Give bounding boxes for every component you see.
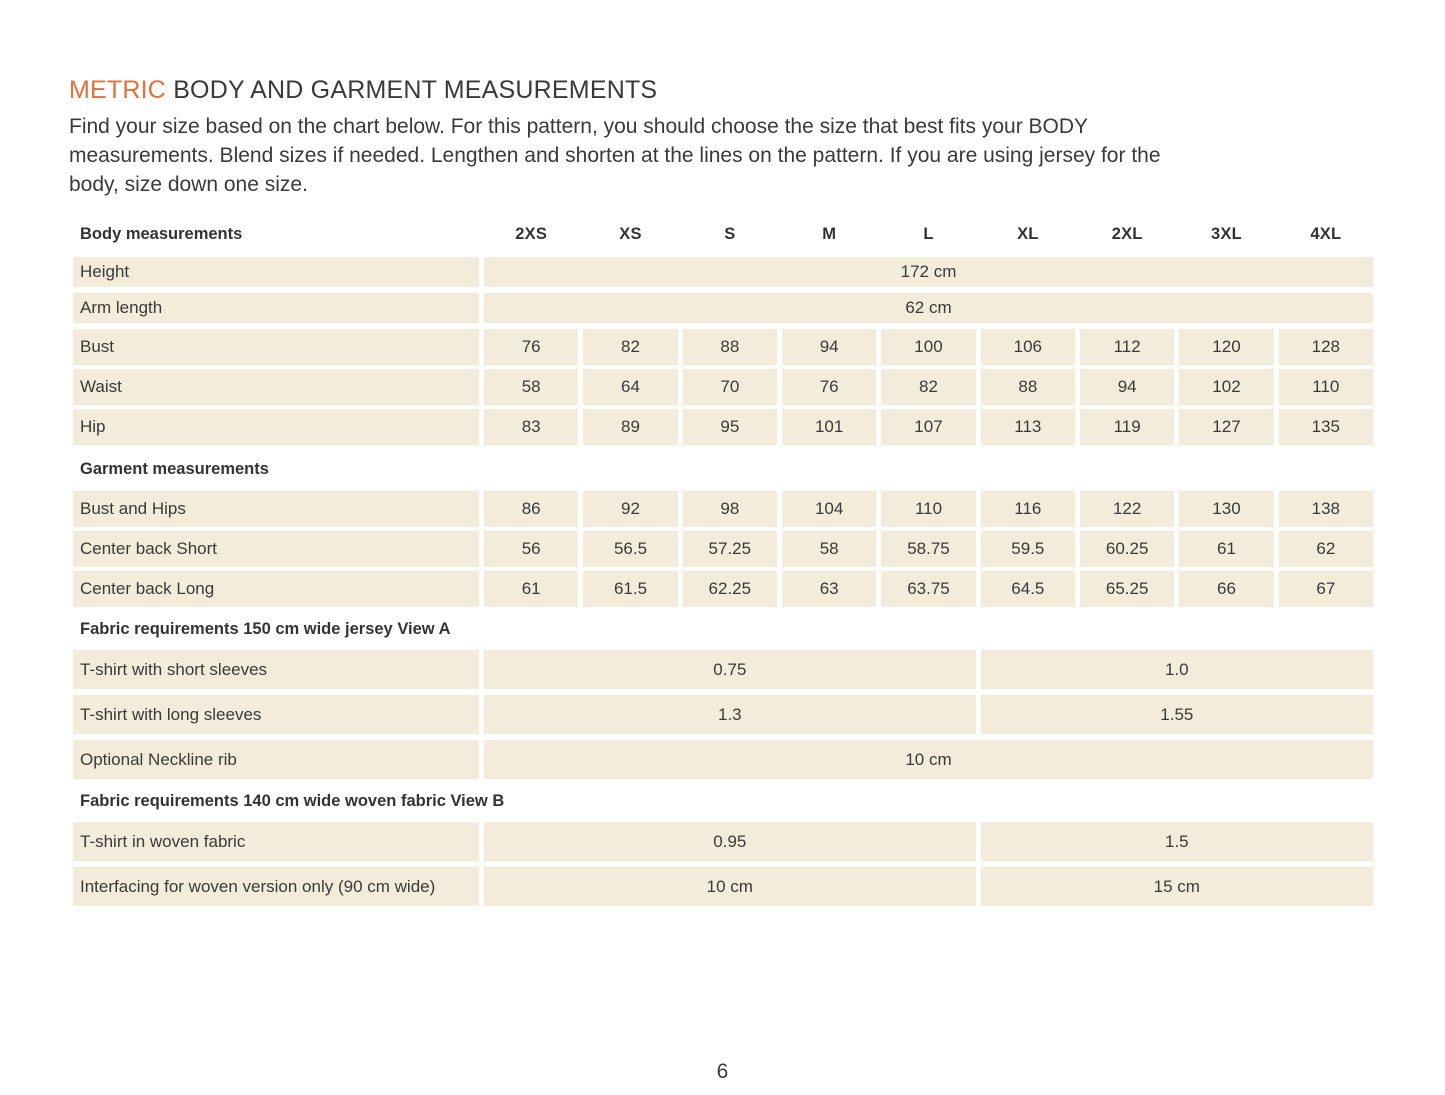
row-label: Waist <box>73 369 479 405</box>
cell-value: 110 <box>1279 369 1373 405</box>
cell-value: 70 <box>683 369 777 405</box>
cell-value: 59.5 <box>981 531 1075 567</box>
cell-value: 92 <box>583 491 677 527</box>
intro-line: Find your size based on the chart below. For this pattern, you should choose the size that best fits your BODY <box>69 115 1089 138</box>
span-value-left: 1.3 <box>484 695 976 734</box>
intro-line: body, size down one size. <box>69 173 308 196</box>
cell-value: 101 <box>782 409 876 445</box>
span-value-left: 10 cm <box>484 867 976 906</box>
intro-paragraph <box>69 112 1445 199</box>
cell-value: 89 <box>583 409 677 445</box>
cell-value: 58 <box>782 531 876 567</box>
cell-value: 112 <box>1080 329 1174 365</box>
table-row-waist <box>73 369 1373 405</box>
size-header-xl: XL <box>1017 224 1039 243</box>
table-row-bust <box>73 329 1373 365</box>
cell-value: 128 <box>1279 329 1373 365</box>
cell-value: 64.5 <box>981 571 1075 607</box>
size-header-4xl: 4XL <box>1310 224 1342 243</box>
table-row-interfacing <box>73 867 1373 906</box>
cell-value: 61 <box>484 571 578 607</box>
size-header-3xl: 3XL <box>1211 224 1242 243</box>
size-header-2xl: 2XL <box>1111 224 1143 243</box>
cell-value: 63 <box>782 571 876 607</box>
cell-value: 135 <box>1279 409 1373 445</box>
cell-value: 83 <box>484 409 578 445</box>
row-label: Optional Neckline rib <box>73 740 479 779</box>
page-number: 6 <box>716 1060 729 1083</box>
cell-value: 94 <box>1080 369 1174 405</box>
cell-value: 57.25 <box>683 531 777 567</box>
cell-value: 76 <box>484 329 578 365</box>
table-row-neckline-rib <box>73 740 1373 779</box>
jersey-section-header: Fabric requirements 150 cm wide jersey View A <box>80 620 451 638</box>
cell-value: 110 <box>881 491 975 527</box>
cell-value: 98 <box>683 491 777 527</box>
cell-value: 95 <box>683 409 777 445</box>
cell-value: 107 <box>881 409 975 445</box>
cell-value: 67 <box>1279 571 1373 607</box>
cell-value: 82 <box>583 329 677 365</box>
row-label: Hip <box>73 409 479 445</box>
cell-value: 56.5 <box>583 531 677 567</box>
title-rest: BODY AND GARMENT MEASUREMENTS <box>173 76 658 104</box>
cell-value: 138 <box>1279 491 1373 527</box>
cell-value: 104 <box>782 491 876 527</box>
garment-section-header: Garment measurements <box>80 460 269 478</box>
size-header-l: L <box>923 224 934 243</box>
cell-value: 94 <box>782 329 876 365</box>
table-row-arm-length <box>73 293 1373 323</box>
span-value-right: 1.55 <box>981 695 1373 734</box>
cell-value: 63.75 <box>881 571 975 607</box>
row-label: Bust and Hips <box>73 491 479 527</box>
row-label: Center back Long <box>73 571 479 607</box>
row-label: Center back Short <box>73 531 479 567</box>
row-label: Arm length <box>73 293 479 323</box>
row-label: Bust <box>73 329 479 365</box>
cell-value: 61 <box>1179 531 1273 567</box>
page-title <box>69 76 1445 105</box>
size-header-xs: XS <box>619 224 642 243</box>
row-label: T-shirt with long sleeves <box>73 695 479 734</box>
cell-value: 120 <box>1179 329 1273 365</box>
cell-value: 130 <box>1179 491 1273 527</box>
cell-value: 82 <box>881 369 975 405</box>
table-row-tshirt-long-sleeves <box>73 695 1373 734</box>
row-label: Interfacing for woven version only (90 cm wide) <box>73 867 479 906</box>
cell-value: 56 <box>484 531 578 567</box>
title-highlight: METRIC <box>69 76 167 104</box>
cell-value: 88 <box>683 329 777 365</box>
cell-value: 61.5 <box>583 571 677 607</box>
cell-value: 102 <box>1179 369 1273 405</box>
cell-value: 62 <box>1279 531 1373 567</box>
intro-line: measurements. Blend sizes if needed. Lengthen and shorten at the lines on the pattern. If you are using jersey for the <box>69 144 1161 167</box>
table-row-height <box>73 257 1373 287</box>
cell-value: 76 <box>782 369 876 405</box>
cell-value: 113 <box>981 409 1075 445</box>
table-row-bust-and-hips <box>73 491 1373 527</box>
cell-value: 66 <box>1179 571 1273 607</box>
cell-value: 106 <box>981 329 1075 365</box>
table-row-center-back-long <box>73 571 1373 607</box>
span-value-left: 0.95 <box>484 822 976 861</box>
table-row-tshirt-woven <box>73 822 1373 861</box>
cell-value: 58 <box>484 369 578 405</box>
span-value-right: 15 cm <box>981 867 1373 906</box>
size-header-2xs: 2XS <box>515 224 548 243</box>
row-label: T-shirt with short sleeves <box>73 650 479 689</box>
row-label: Height <box>73 257 479 287</box>
cell-value: 116 <box>981 491 1075 527</box>
table-row-hip <box>73 409 1373 445</box>
table-row-tshirt-short-sleeves <box>73 650 1373 689</box>
table-header-row <box>73 221 1373 247</box>
span-value: 62 cm <box>484 293 1373 323</box>
cell-value: 119 <box>1080 409 1174 445</box>
cell-value: 127 <box>1179 409 1273 445</box>
cell-value: 88 <box>981 369 1075 405</box>
cell-value: 86 <box>484 491 578 527</box>
size-header-m: M <box>822 224 837 243</box>
cell-value: 100 <box>881 329 975 365</box>
measurement-table <box>73 221 1373 906</box>
cell-value: 60.25 <box>1080 531 1174 567</box>
cell-value: 58.75 <box>881 531 975 567</box>
span-value-left: 0.75 <box>484 650 976 689</box>
span-value-right: 1.0 <box>981 650 1373 689</box>
size-header-s: S <box>724 224 736 243</box>
row-label: T-shirt in woven fabric <box>73 822 479 861</box>
span-value-right: 1.5 <box>981 822 1373 861</box>
cell-value: 62.25 <box>683 571 777 607</box>
cell-value: 122 <box>1080 491 1174 527</box>
woven-section-header: Fabric requirements 140 cm wide woven fabric View B <box>80 792 505 810</box>
cell-value: 64 <box>583 369 677 405</box>
span-value: 10 cm <box>484 740 1373 779</box>
cell-value: 65.25 <box>1080 571 1174 607</box>
span-value: 172 cm <box>484 257 1373 287</box>
column-header-body-measurements: Body measurements <box>80 224 243 243</box>
table-row-center-back-short <box>73 531 1373 567</box>
